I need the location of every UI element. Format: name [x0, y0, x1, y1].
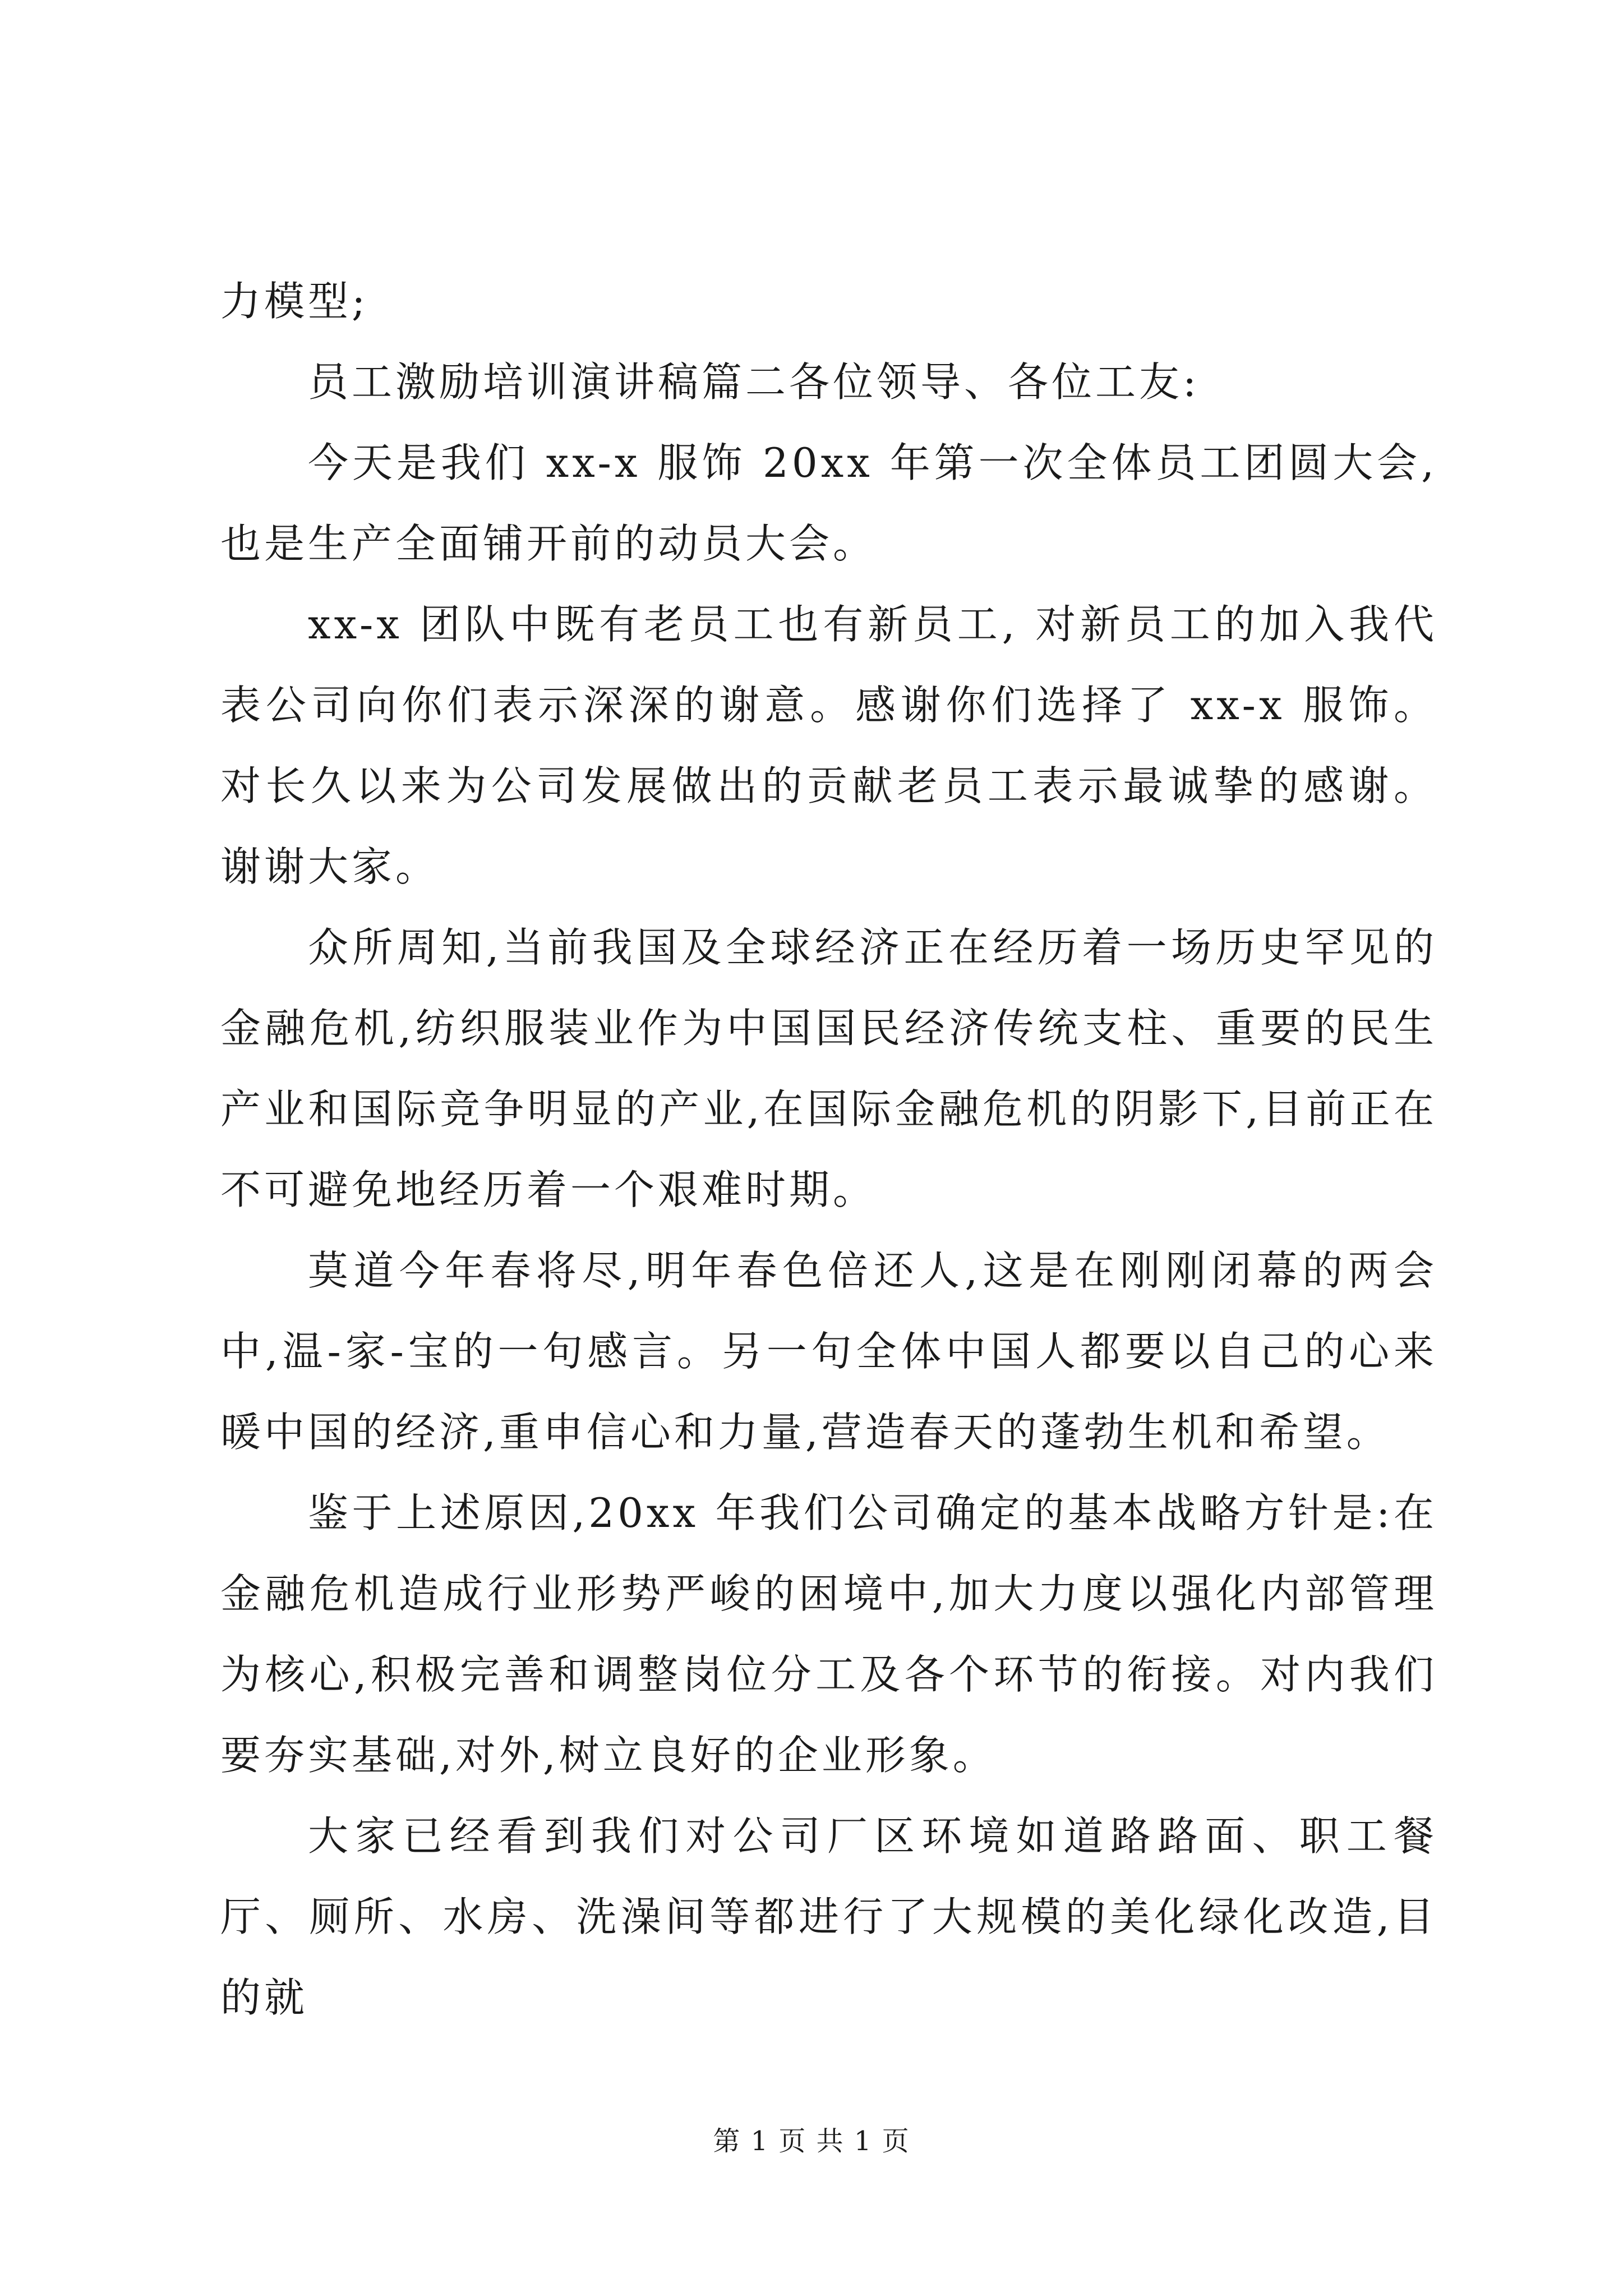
paragraph-7: 鉴于上述原因,20xx 年我们公司确定的基本战略方针是:在金融危机造成行业形势严峻的困境中,加大力度以强化内部管理为核心,积极完善和调整岗位分工及各个环节的衔接。对内我们要夯实基础,对外,树立良好的企业形象。 [220, 1489, 1437, 1779]
page-number-footer: 第 1 页 共 1 页 [713, 2125, 910, 2157]
paragraph-2: 员工激励培训演讲稿篇二各位领导、各位工友: [308, 358, 1200, 406]
document-body [220, 261, 1437, 2038]
paragraph-3: 今天是我们 xx-x 服饰 20xx 年第一次全体员工团圆大会,也是生产全面铺开前的动员大会。 [220, 439, 1437, 567]
paragraph-5: 众所周知,当前我国及全球经济正在经历着一场历史罕见的金融危机,纺织服装业作为中国国民经济传统支柱、重要的民生产业和国际竞争明显的产业,在国际金融危机的阴影下,目前正在不可避免地经历着一个艰难时期。 [220, 924, 1437, 1213]
paragraph-1: 力模型; [220, 278, 369, 325]
paragraph-4: xx-x 团队中既有老员工也有新员工, 对新员工的加入我代表公司向你们表示深深的谢意。感谢你们选择了 xx-x 服饰。对长久以来为公司发展做出的贡献老员工表示最诚挚的感谢。谢谢大家。 [220, 601, 1437, 890]
paragraph-8: 大家已经看到我们对公司厂区环境如道路路面、职工餐厅、厕所、水房、洗澡间等都进行了大规模的美化绿化改造,目的就 [220, 1812, 1437, 2021]
paragraph-6: 莫道今年春将尽,明年春色倍还人,这是在刚刚闭幕的两会中,温-家-宝的一句感言。另一句全体中国人都要以自己的心来暖中国的经济,重申信心和力量,营造春天的蓬勃生机和希望。 [220, 1247, 1437, 1456]
